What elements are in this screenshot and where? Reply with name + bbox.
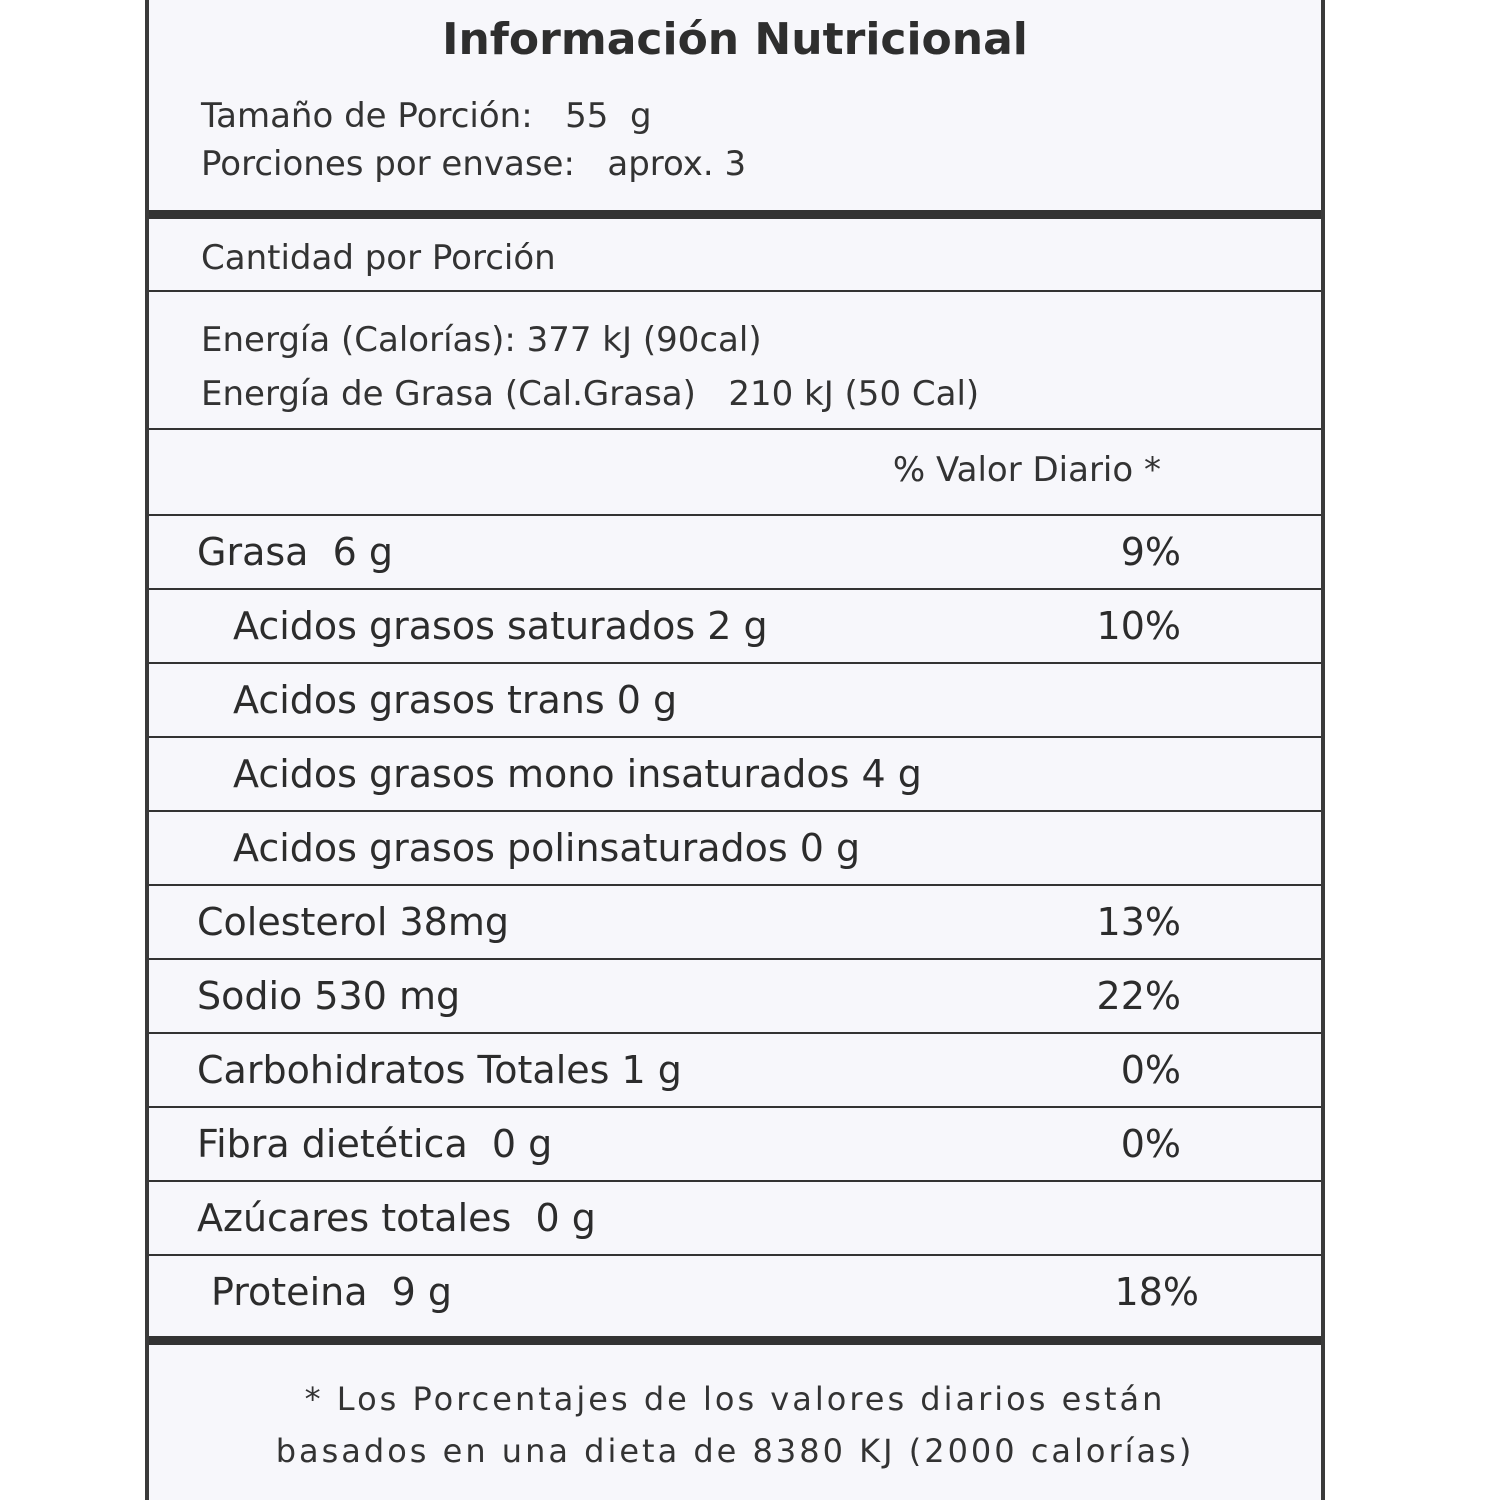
nutrient-label: Acidos grasos saturados 2 g — [233, 604, 768, 648]
nutrient-label: Acidos grasos trans 0 g — [233, 678, 678, 722]
label-title: Información Nutricional — [442, 14, 1028, 65]
nutrient-label: Grasa 6 g — [197, 530, 393, 574]
divider — [149, 514, 1321, 516]
divider — [149, 662, 1321, 664]
divider — [149, 588, 1321, 590]
nutrient-label: Proteina 9 g — [211, 1270, 453, 1314]
nutrition-facts-label — [145, 0, 1325, 1500]
divider — [149, 1254, 1321, 1256]
nutrient-label: Sodio 530 mg — [197, 974, 461, 1018]
energy-calories: Energía (Calorías): 377 kJ (90cal) — [201, 320, 762, 360]
divider-thick — [149, 1336, 1321, 1345]
nutrient-label: Azúcares totales 0 g — [197, 1196, 596, 1240]
nutrient-daily-value: 18% — [1114, 1270, 1199, 1314]
nutrient-daily-value: 0% — [1120, 1122, 1181, 1166]
divider — [149, 884, 1321, 886]
divider — [149, 810, 1321, 812]
amount-per-serving: Cantidad por Porción — [201, 238, 556, 278]
daily-value-header: % Valor Diario * — [892, 450, 1161, 490]
divider — [149, 1180, 1321, 1182]
nutrient-daily-value: 22% — [1096, 974, 1181, 1018]
divider — [149, 1106, 1321, 1108]
divider — [149, 736, 1321, 738]
divider — [149, 290, 1321, 292]
footnote-line-2: basados en una dieta de 8380 KJ (2000 calorías) — [275, 1432, 1195, 1470]
nutrient-label: Acidos grasos polinsaturados 0 g — [233, 826, 861, 870]
energy-fat-calories: Energía de Grasa (Cal.Grasa) 210 kJ (50 Cal) — [201, 374, 980, 414]
divider — [149, 958, 1321, 960]
nutrient-label: Carbohidratos Totales 1 g — [197, 1048, 682, 1092]
nutrient-label: Acidos grasos mono insaturados 4 g — [233, 752, 922, 796]
nutrient-daily-value: 13% — [1096, 900, 1181, 944]
footnote-line-1: * Los Porcentajes de los valores diarios están — [304, 1380, 1166, 1418]
nutrient-label: Colesterol 38mg — [197, 900, 509, 944]
nutrient-daily-value: 10% — [1096, 604, 1181, 648]
divider — [149, 428, 1321, 430]
nutrient-daily-value: 0% — [1120, 1048, 1181, 1092]
nutrient-daily-value: 9% — [1120, 530, 1181, 574]
servings-per-container: Porciones por envase: aprox. 3 — [201, 144, 747, 184]
divider-thick — [149, 210, 1321, 219]
serving-size: Tamaño de Porción: 55 g — [201, 96, 652, 136]
nutrient-label: Fibra dietética 0 g — [197, 1122, 553, 1166]
divider — [149, 1032, 1321, 1034]
